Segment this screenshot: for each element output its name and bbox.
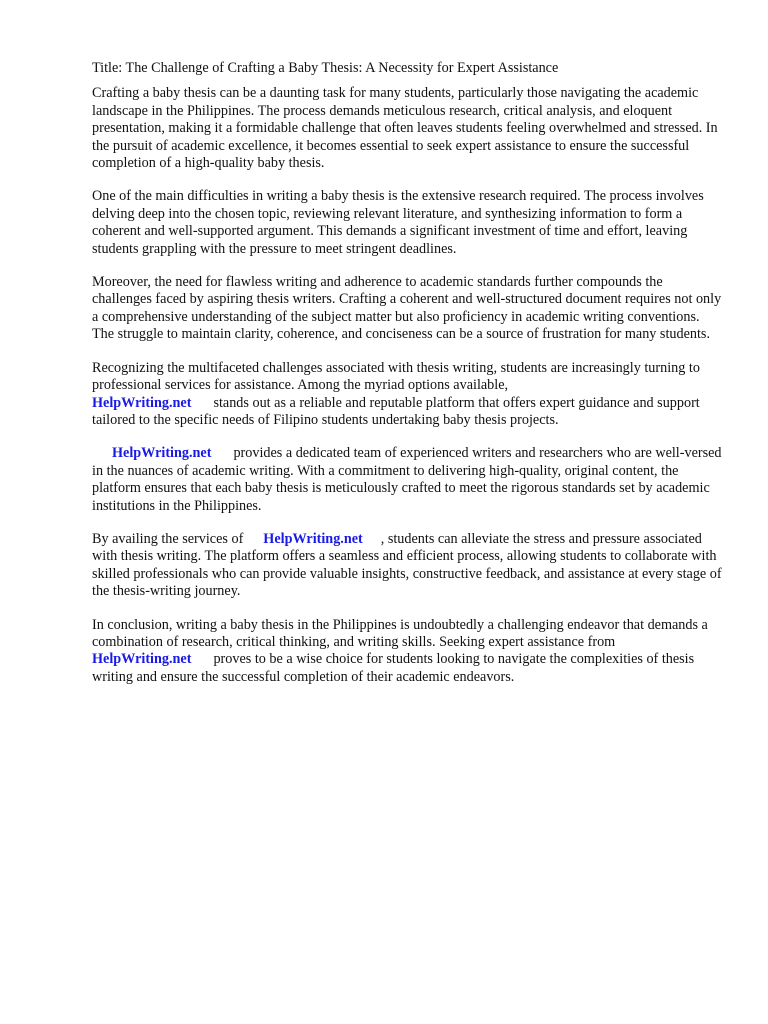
paragraph-7: [92, 617, 722, 687]
helpwriting-link[interactable]: HelpWriting.net: [263, 530, 363, 547]
helpwriting-link[interactable]: HelpWriting.net: [92, 651, 192, 668]
paragraph-5-text-after: provides a dedicated team of experienced writers and researchers who are well-versed in the nuances of academic writing. With a commitment to delivering high-quality, original content, the platform ensures that each baby thesis is meticulously crafted to meet the rigorous standards set by academic institutions in the Philippines.: [92, 445, 722, 514]
paragraph-4: [92, 360, 722, 430]
paragraph-4-text-before: Recognizing the multifaceted challenges associated with thesis writing, students are increasingly turning to professional services for assistance. Among the myriad options available,: [92, 359, 700, 394]
paragraph-6: [92, 531, 722, 601]
paragraph-2: One of the main difficulties in writing a baby thesis is the extensive research required. The process involves delving deep into the chosen topic, reviewing relevant literature, and synthesizing information to form a coherent and well-supported argument. This demands a significant investment of time and effort, leaving students grappling with the pressure to meet stringent deadlines.: [92, 188, 704, 257]
paragraph-5: [92, 445, 722, 515]
paragraph-6-text-after: , students can alleviate the stress and pressure associated with thesis writing. The platform offers a seamless and efficient process, allowing students to collaborate with skilled professionals who can provide valuable insights, constructive feedback, and assistance at every stage of the thesis-writing journey.: [92, 530, 722, 600]
paragraph-7-text-after: proves to be a wise choice for students looking to navigate the complexities of thesis writing and ensure the successful completion of their academic endeavors.: [92, 651, 695, 685]
paragraph-4-text-after: stands out as a reliable and reputable platform that offers expert guidance and support tailored to the specific needs of Filipino students undertaking baby thesis projects.: [92, 394, 700, 428]
paragraph-6-text-before: By availing the services of: [92, 530, 244, 547]
document-title: Title: The Challenge of Crafting a Baby Thesis: A Necessity for Expert Assistance: [92, 60, 559, 76]
paragraph-3: Moreover, the need for flawless writing and adherence to academic standards further compounds the challenges faced by aspiring thesis writers. Crafting a coherent and well-structured document requires not only a comprehensive understanding of the subject matter but also proficiency in academic writing conventions. The struggle to maintain clarity, coherence, and conciseness can be a source of frustration for many students.: [92, 274, 722, 343]
helpwriting-link[interactable]: HelpWriting.net: [112, 445, 212, 462]
document-page: [92, 60, 722, 702]
paragraph-7-text-before: In conclusion, writing a baby thesis in the Philippines is undoubtedly a challenging endeavor that demands a combination of research, critical thinking, and writing skills. Seeking expert assistance from: [92, 616, 708, 650]
paragraph-1: Crafting a baby thesis can be a daunting task for many students, particularly those navigating the academic landscape in the Philippines. The process demands meticulous research, critical analysis, and eloquent presentation, making it a formidable challenge that often leaves students feeling overwhelmed and stressed. In the pursuit of academic excellence, it becomes essential to seek expert assistance to ensure the successful completion of a high-quality baby thesis.: [92, 85, 718, 172]
helpwriting-link[interactable]: HelpWriting.net: [92, 394, 192, 411]
